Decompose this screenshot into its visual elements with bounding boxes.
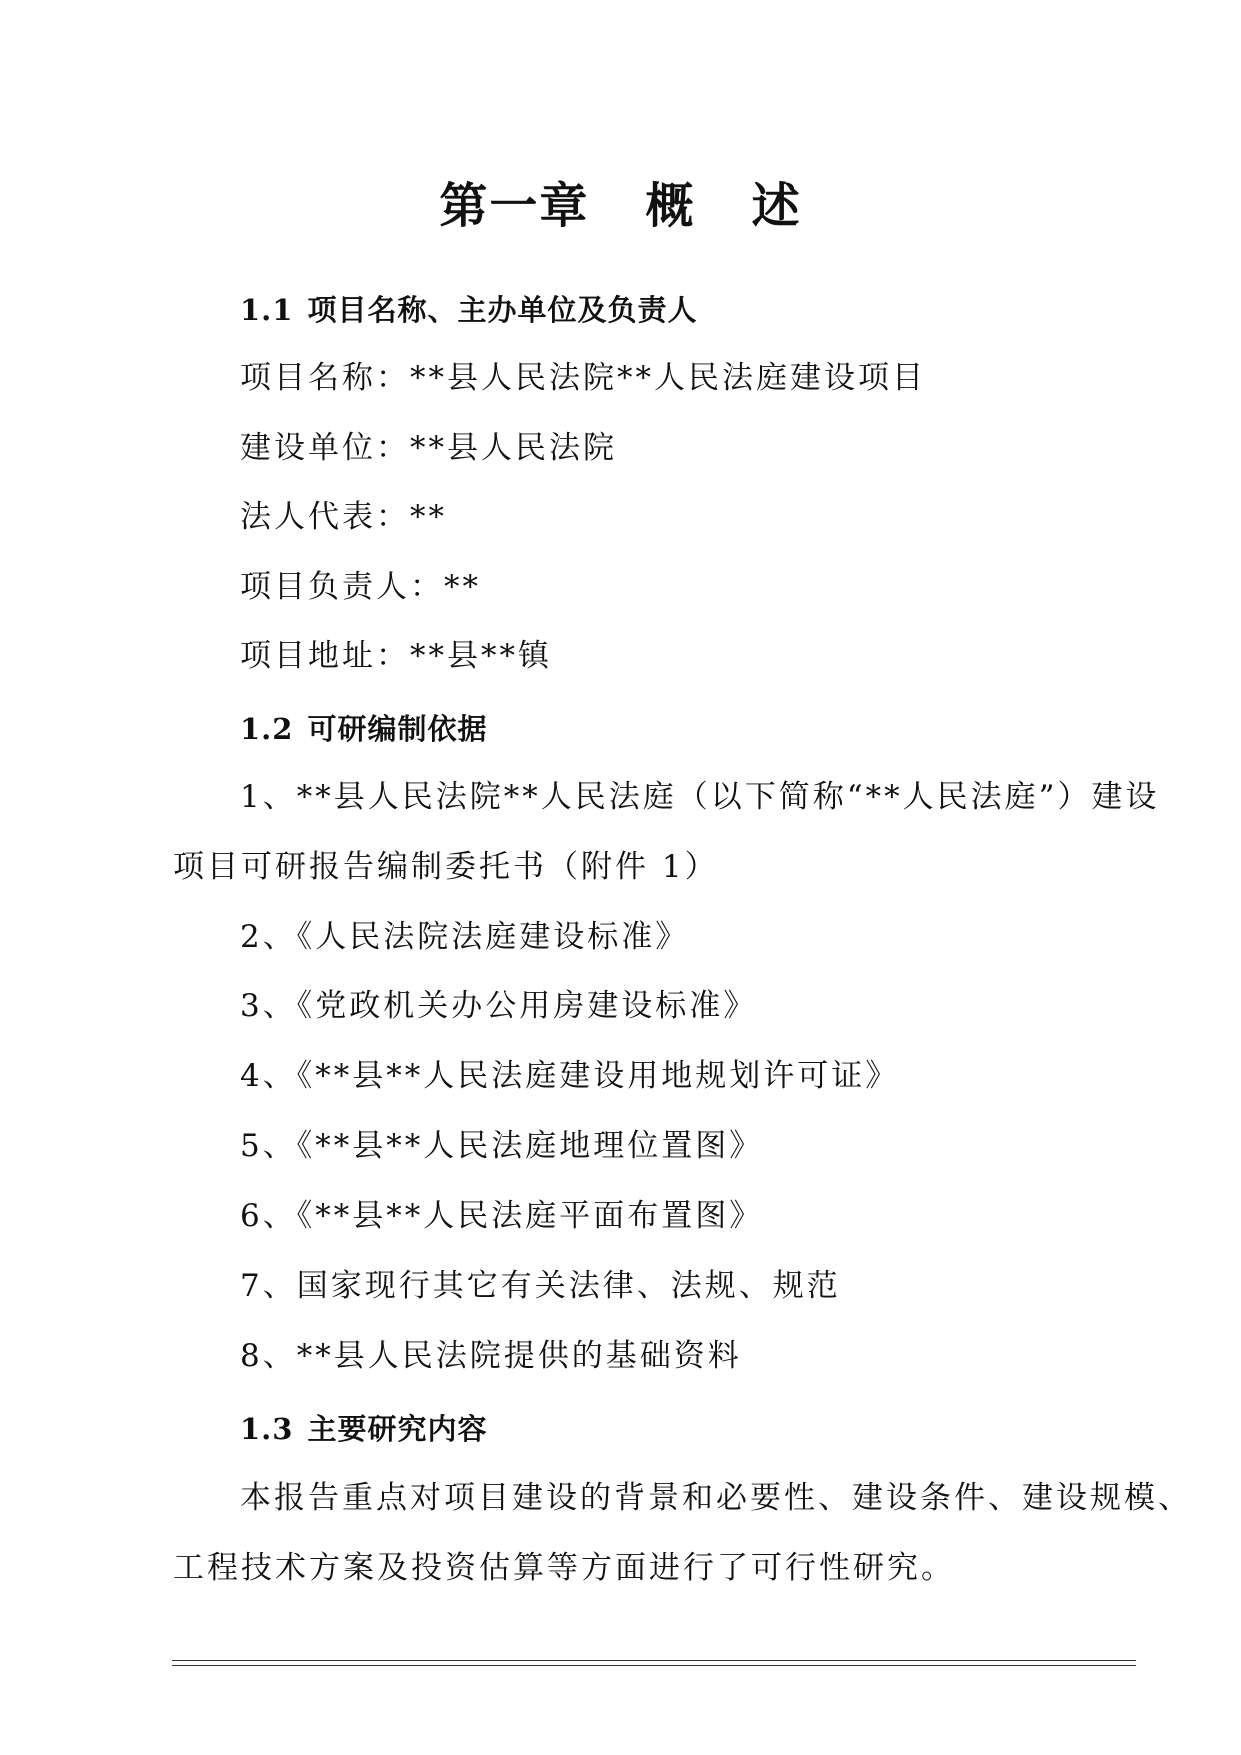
section-number: 1.3 bbox=[240, 1412, 294, 1446]
section-heading-1-2 bbox=[240, 709, 487, 749]
section-number: 1.1 bbox=[240, 293, 294, 327]
basis-item-6: 6、《**县**人民法庭平面布置图》 bbox=[240, 1198, 764, 1234]
section-number: 1.2 bbox=[240, 712, 294, 746]
basis-item-4: 4、《**县**人民法庭建设用地规划许可证》 bbox=[240, 1058, 900, 1094]
footer-rule bbox=[172, 1660, 1136, 1666]
research-content-paragraph: 本报告重点对项目建设的背景和必要性、建设条件、建设规模、 bbox=[240, 1480, 1192, 1516]
research-content-paragraph-continued: 工程技术方案及投资估算等方面进行了可行性研究。 bbox=[173, 1550, 955, 1586]
basis-item-2: 2、《人民法院法庭建设标准》 bbox=[240, 919, 690, 955]
basis-item-5: 5、《**县**人民法庭地理位置图》 bbox=[240, 1128, 764, 1164]
basis-item-8: 8、**县人民法院提供的基础资料 bbox=[240, 1338, 742, 1374]
legal-representative-line: 法人代表：** bbox=[240, 499, 447, 535]
section-title: 可研编制依据 bbox=[307, 712, 488, 746]
basis-item-7: 7、国家现行其它有关法律、法规、规范 bbox=[240, 1268, 841, 1304]
section-heading-1-1 bbox=[240, 290, 697, 330]
chapter-title: 第一章 概 述 bbox=[439, 178, 802, 234]
section-title: 主要研究内容 bbox=[307, 1412, 488, 1446]
project-leader-line: 项目负责人：** bbox=[240, 569, 481, 605]
section-heading-1-3 bbox=[240, 1409, 487, 1449]
basis-item-3: 3、《党政机关办公用房建设标准》 bbox=[240, 988, 758, 1024]
project-name-line: 项目名称：**县人民法院**人民法庭建设项目 bbox=[240, 360, 926, 396]
section-title: 项目名称、主办单位及负责人 bbox=[307, 293, 698, 327]
project-address-line: 项目地址：**县**镇 bbox=[240, 638, 552, 674]
basis-item-1-continued: 项目可研报告编制委托书（附件 1） bbox=[173, 849, 719, 885]
basis-item-1: 1、**县人民法院**人民法庭（以下简称“**人民法庭”）建设 bbox=[240, 779, 1160, 815]
construction-unit-line: 建设单位：**县人民法院 bbox=[240, 430, 617, 466]
